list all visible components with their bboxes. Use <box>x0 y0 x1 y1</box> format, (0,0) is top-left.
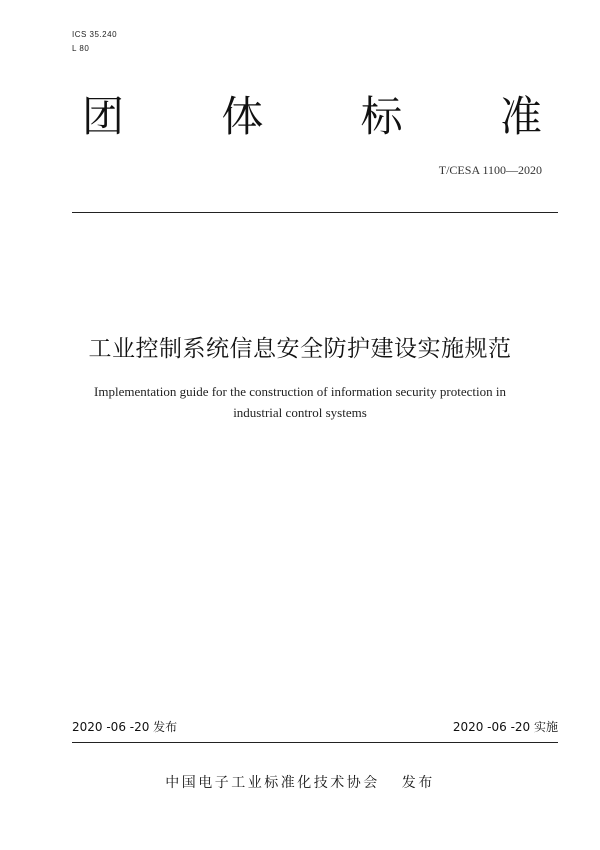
ics-code: ICS 35.240 <box>72 30 118 39</box>
implementation-date: 2020 -06 -20 实施 <box>452 720 558 734</box>
document-title-en-line2: industrial control systems <box>233 405 367 420</box>
top-divider <box>72 212 558 213</box>
publisher-line <box>0 772 600 792</box>
release-date: 2020 -06 -20 发布 <box>72 720 178 734</box>
standard-type-char: 标 <box>360 92 403 141</box>
standard-type-char: 团 <box>82 92 125 141</box>
bottom-divider <box>72 742 558 743</box>
standard-type-title <box>82 92 542 142</box>
document-title-en-line1: Implementation guide for the construction of information security protection in <box>94 384 506 399</box>
document-title-cn: 工业控制系统信息安全防护建设实施规范 <box>88 336 512 362</box>
publisher-name: 中国电子工业标准化技术协会 <box>165 775 380 791</box>
standard-type-char: 体 <box>221 92 264 141</box>
standard-type-char: 准 <box>499 92 542 141</box>
standard-number: T/CESA 1100—2020 <box>438 163 542 177</box>
publisher-action: 发布 <box>401 775 435 791</box>
ccs-code: L 80 <box>72 44 90 53</box>
